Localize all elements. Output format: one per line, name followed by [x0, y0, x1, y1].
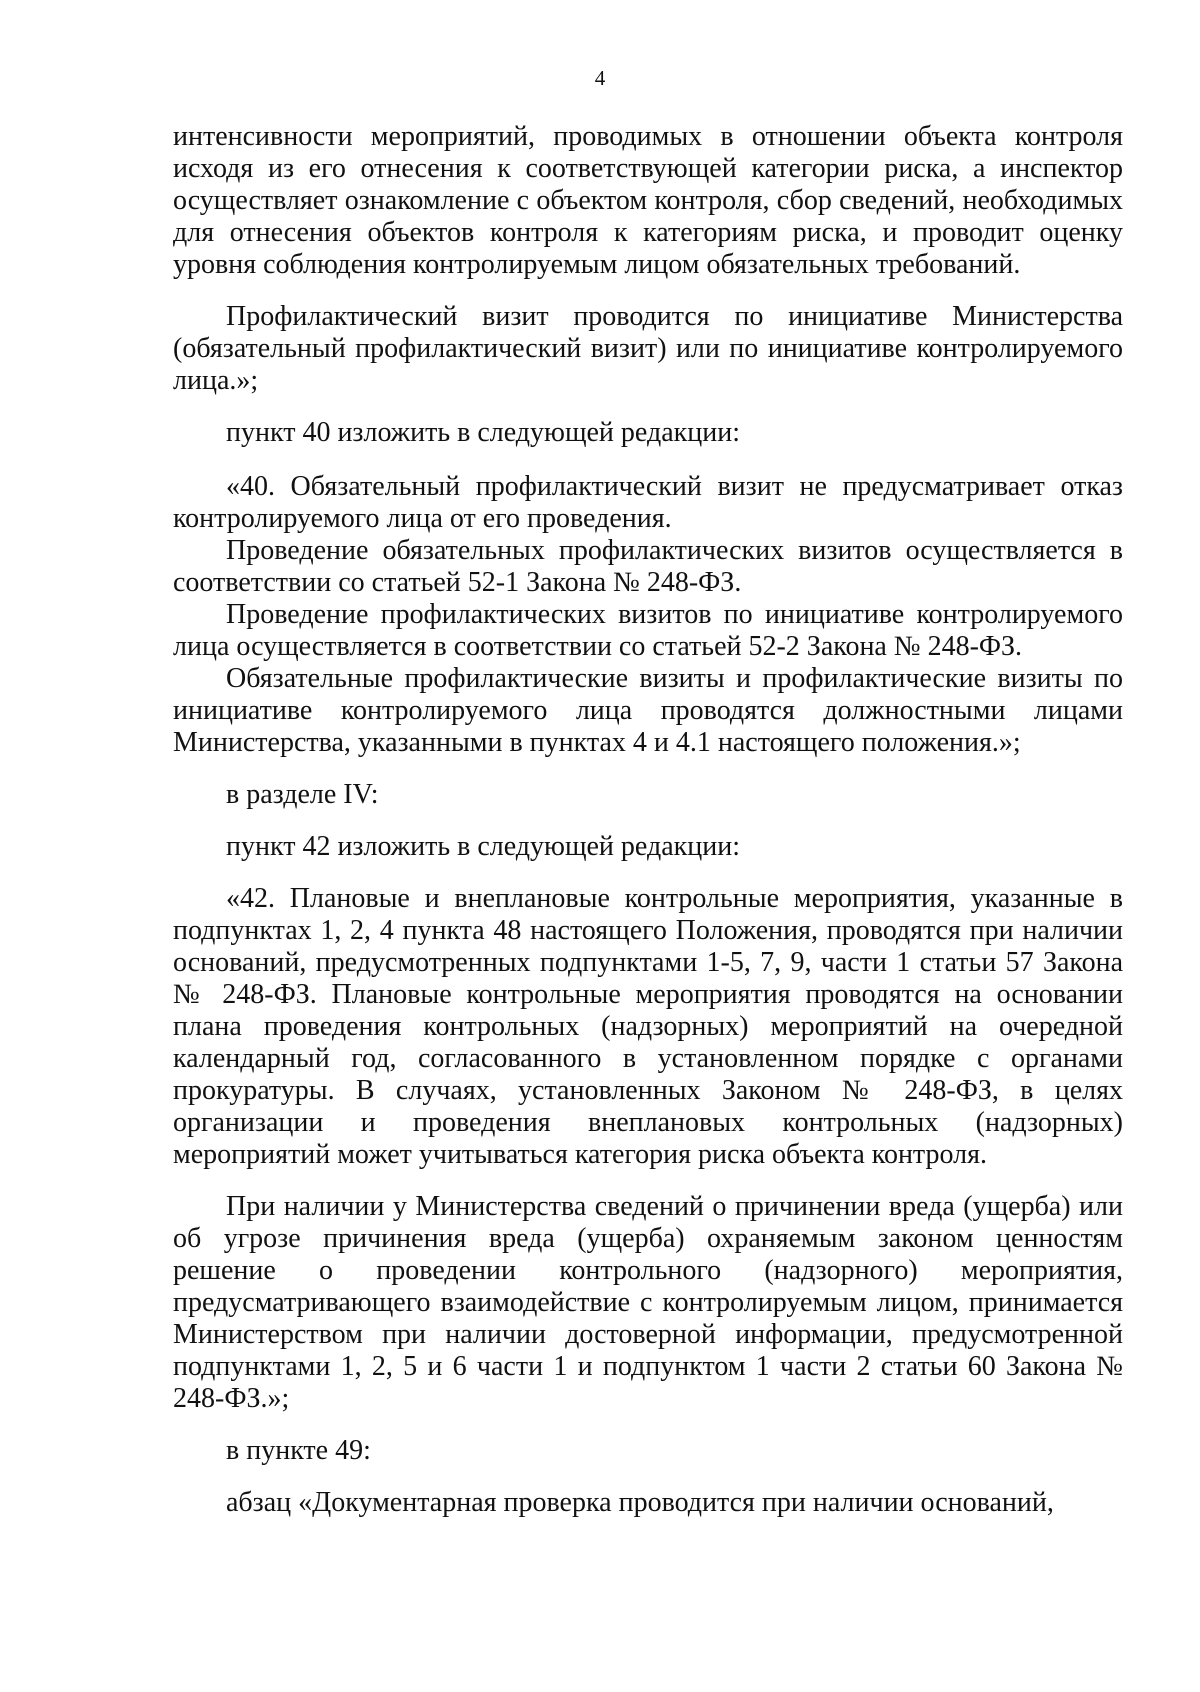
paragraph-10: «42. Плановые и внеплановые контрольные мероприятия, указанные в подпунктах 1, 2, 4 пункта 48 настоящего Положения, проводятся при наличии оснований, предусмотренных подпунктами 1-5, 7, 9, части 1 статьи 57 Закона № 248-ФЗ. Плановые контрольные мероприятия проводятся на основании плана проведения контрольных (надзорных) мероприятий на очередной календарный год, согласованного в установленном порядке с органами прокуратуры. В случаях, установленных Законом № 248-ФЗ, в целях организации и проведения внеплановых контрольных (надзорных) мероприятий может учитываться категория риска объекта контроля. — [173, 883, 1123, 1170]
paragraph-5: Проведение обязательных профилактических визитов осуществляется в соответствии со статьей 52-1 Закона № 248-ФЗ. — [173, 535, 1123, 598]
page-number: 4 — [594, 66, 606, 90]
paragraph-4: «40. Обязательный профилактический визит не предусматривает отказ контролируемого лица от его проведения. — [173, 471, 1123, 534]
paragraph-9: пункт 42 изложить в следующей редакции: — [226, 831, 740, 862]
paragraph-8: в разделе IV: — [226, 779, 379, 810]
paragraph-7: Обязательные профилактические визиты и профилактические визиты по инициативе контролируемого лица проводятся должностными лицами Министерства, указанными в пунктах 4 и 4.1 настоящего положения.»; — [173, 663, 1123, 758]
paragraph-2: Профилактический визит проводится по инициативе Министерства (обязательный профилактический визит) или по инициативе контролируемого лица.»; — [173, 301, 1123, 396]
paragraph-1: интенсивности мероприятий, проводимых в отношении объекта контроля исходя из его отнесения к соответствующей категории риска, а инспектор осуществляет ознакомление с объектом контроля, сбор сведений, необходимых для отнесения объектов контроля к категориям риска, и проводит оценку уровня соблюдения контролируемым лицом обязательных требований. — [173, 121, 1123, 280]
paragraph-6: Проведение профилактических визитов по инициативе контролируемого лица осуществляется в соответствии со статьей 52-2 Закона № 248-ФЗ. — [173, 599, 1123, 662]
paragraph-11: При наличии у Министерства сведений о причинении вреда (ущерба) или об угрозе причинения вреда (ущерба) охраняемым законом ценностям решение о проведении контрольного (надзорного) мероприятия, предусматривающего взаимодействие с контролируемым лицом, принимается Министерством при наличии достоверной информации, предусмотренной подпунктами 1, 2, 5 и 6 части 1 и подпунктом 1 части 2 статьи 60 Закона № 248-ФЗ.»; — [173, 1191, 1123, 1414]
paragraph-13: абзац «Документарная проверка проводится при наличии оснований, — [226, 1487, 1054, 1518]
document-body — [173, 121, 1123, 1519]
paragraph-12: в пункте 49: — [226, 1435, 371, 1466]
paragraph-3: пункт 40 изложить в следующей редакции: — [226, 417, 740, 448]
